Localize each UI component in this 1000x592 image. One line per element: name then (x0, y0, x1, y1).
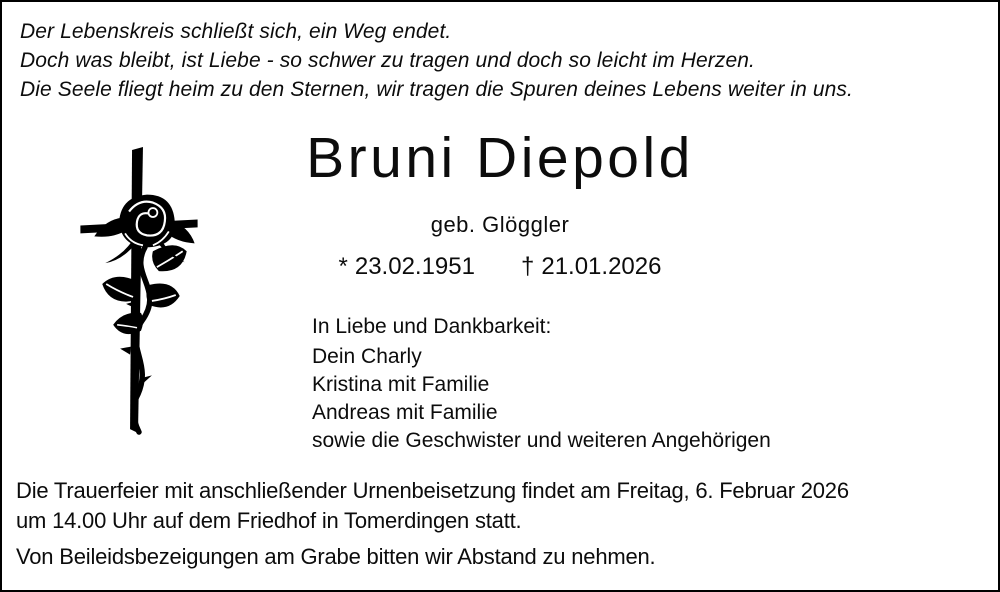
life-dates (2, 254, 998, 280)
mourner-name-1: Dein Charly (312, 345, 422, 368)
epigraph (20, 17, 853, 104)
death-cross-symbol: † (520, 253, 535, 280)
death-date: 21.01.2026 (541, 253, 662, 280)
birth-date: 23.02.1951 (354, 253, 475, 280)
mourner-name-3: Andreas mit Familie (312, 401, 498, 424)
funeral-announcement (16, 476, 849, 536)
mourners-block (312, 313, 771, 455)
funeral-announcement-line-2: um 14.00 Uhr auf dem Friedhof in Tomerdingen statt. (16, 508, 522, 533)
maiden-name: geb. Glöggler (430, 212, 570, 237)
birth-date-group (339, 254, 475, 280)
mourner-name-2: Kristina mit Familie (312, 373, 490, 396)
funeral-announcement-line-1: Die Trauerfeier mit anschließender Urnenbeisetzung findet am Freitag, 6. Februar 2026 (16, 478, 849, 503)
mourner-name-4: sowie die Geschwister und weiteren Angehörigen (312, 429, 771, 452)
epigraph-line-3: Die Seele fliegt heim zu den Sternen, wir tragen die Spuren deines Lebens weiter in uns. (20, 78, 853, 101)
funeral-block (16, 476, 849, 572)
epigraph-line-2: Doch was bleibt, ist Liebe - so schwer zu tragen und doch so leicht im Herzen. (20, 49, 755, 72)
deceased-name: Bruni Diepold (306, 126, 694, 190)
condolence-note: Von Beileidsbezeigungen am Grabe bitten wir Abstand zu nehmen. (16, 544, 656, 569)
death-date-group (521, 254, 661, 280)
birth-star-symbol: * (338, 253, 348, 280)
mourners-intro: In Liebe und Dankbarkeit: (312, 315, 552, 338)
epigraph-line-1: Der Lebenskreis schließt sich, ein Weg endet. (20, 20, 452, 43)
deceased-block (2, 128, 998, 280)
